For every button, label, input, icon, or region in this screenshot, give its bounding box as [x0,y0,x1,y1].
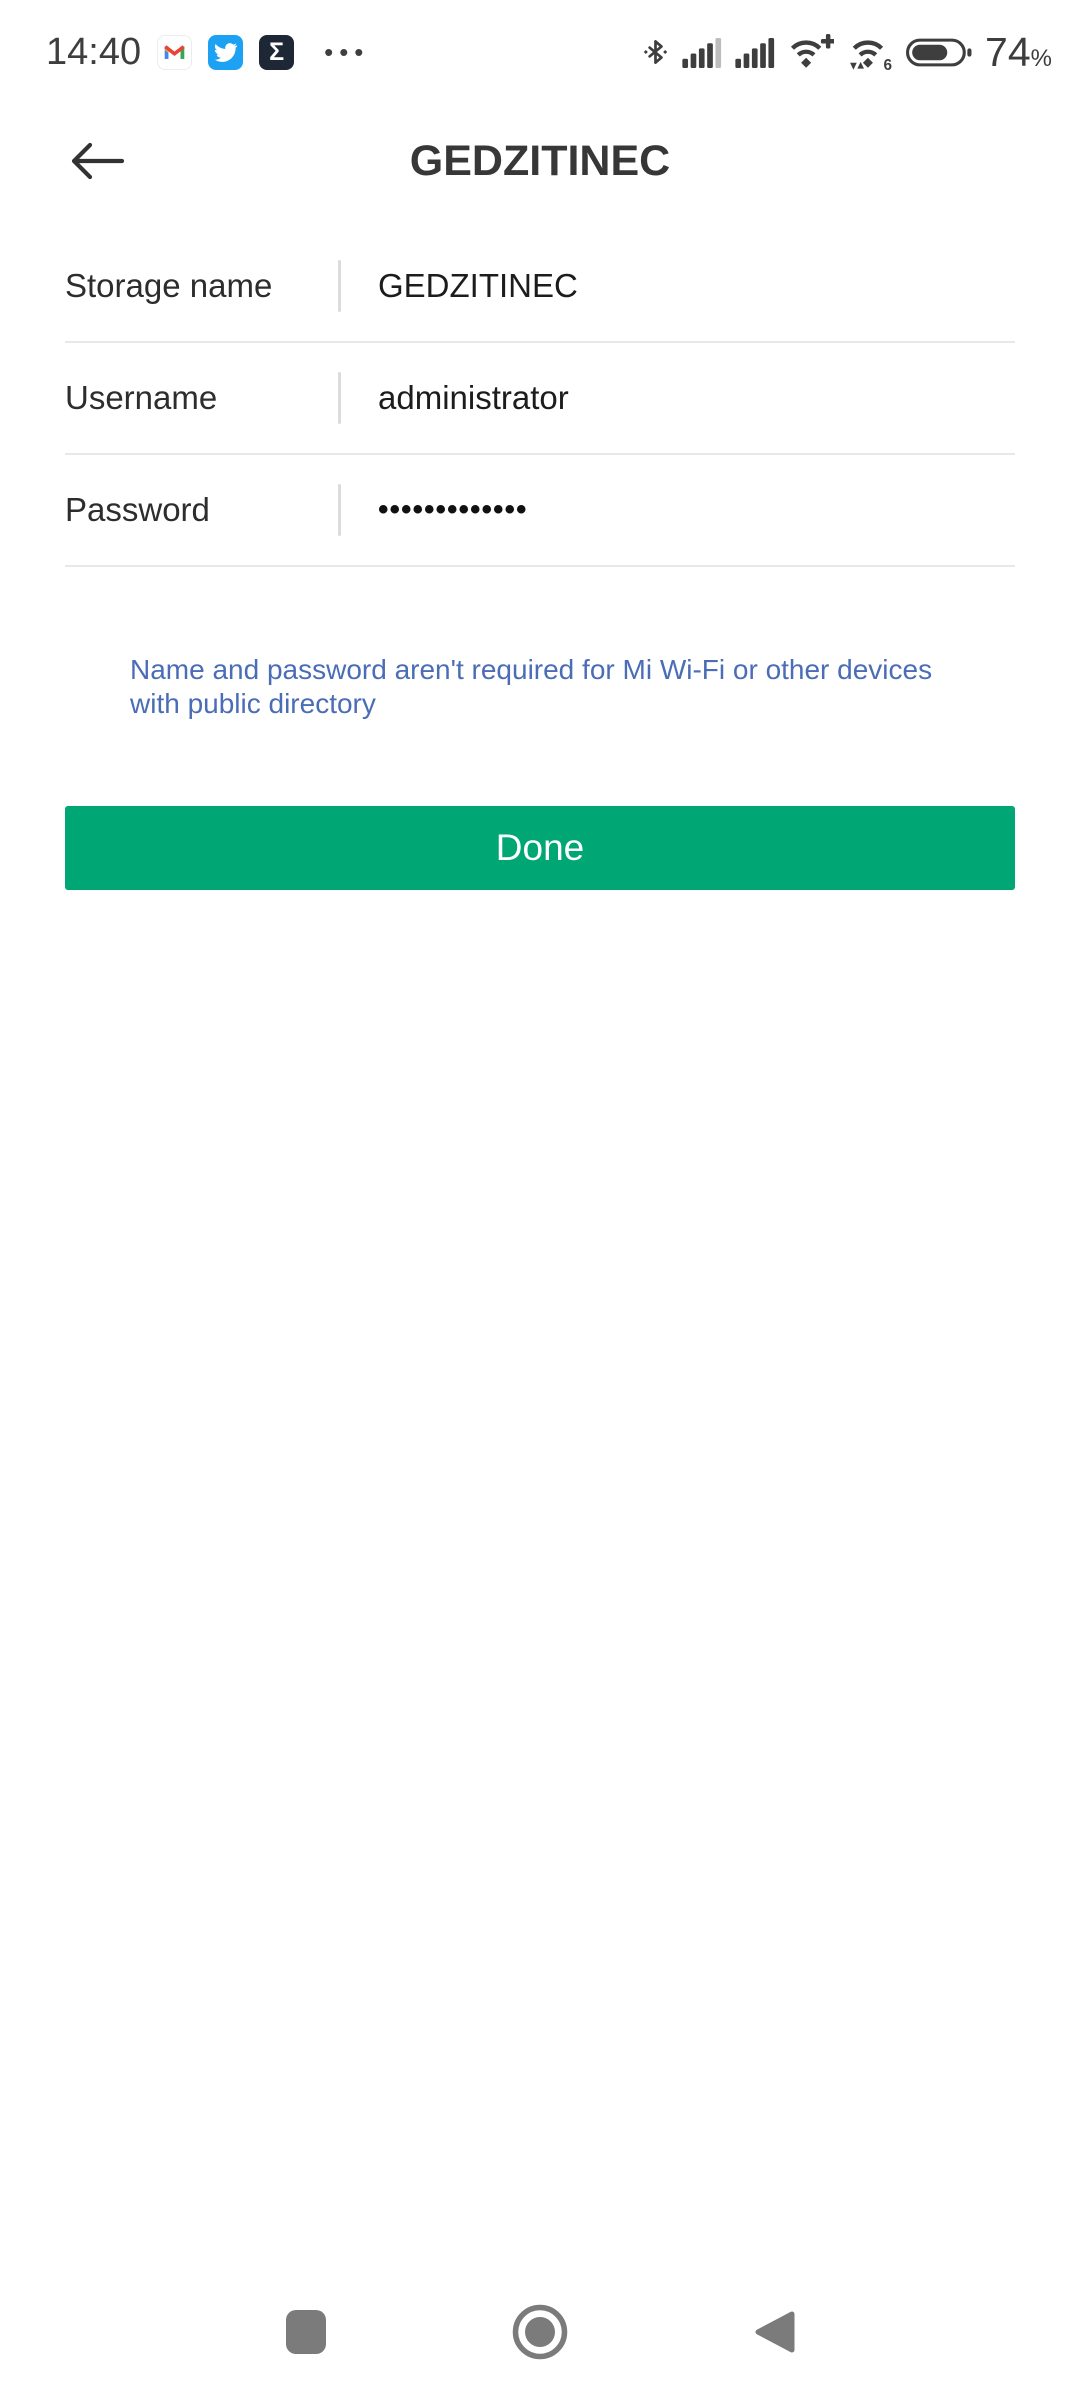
field-divider [338,260,341,312]
password-label: Password [65,491,210,528]
home-circle-icon [512,2304,568,2360]
twitter-icon [208,35,243,70]
status-bar [0,24,1080,80]
gmail-m-glyph [162,40,187,65]
clock: 14:40 [46,30,142,73]
more-notifications-icon: ••• [324,36,370,67]
wifi-plus-icon [788,33,834,71]
hint-line-1: Name and password aren't required for Mi Wi-Fi or other devices [130,654,933,685]
storage-name-field[interactable]: GEDZITINEC [378,267,578,304]
nav-back-button[interactable] [750,2308,798,2356]
done-button[interactable] [65,806,1015,890]
username-field[interactable]: administrator [378,379,569,416]
home-button[interactable] [512,2304,568,2360]
storage-name-row[interactable] [65,231,1015,343]
hint-text [130,653,960,721]
percent-sign: % [1030,44,1052,72]
password-field[interactable]: ••••••••••••• [378,493,528,526]
password-row[interactable] [65,455,1015,567]
twitter-bird-glyph [214,41,237,64]
battery-percent-number: 74 [985,28,1031,75]
sigma-glyph: Σ [269,37,285,66]
storage-form [65,231,1015,567]
done-button-label: Done [495,827,585,868]
battery-icon [906,37,972,68]
storage-name-label: Storage name [65,267,273,304]
field-divider [338,372,341,424]
field-divider [338,484,341,536]
bluetooth-icon [642,34,669,70]
header [0,128,1080,194]
back-triangle-icon [750,2308,798,2356]
username-row[interactable] [65,343,1015,455]
wifi6-badge: 6 [883,56,893,71]
page-title: GEDZITINEC [409,136,671,185]
recents-button[interactable] [286,2310,326,2354]
battery-percentage [985,28,1052,75]
gmail-icon [157,35,192,70]
username-label: Username [65,379,218,416]
wifi-6-icon [847,33,893,71]
signal-bars-sim2-icon [735,37,775,68]
status-bar-left [46,31,369,74]
status-bar-right [642,28,1052,75]
signal-bars-sim1-icon [682,37,722,68]
navigation-bar [0,2296,1080,2376]
battery-fill [912,44,947,59]
hint-line-2: with public directory [130,688,376,719]
sigma-app-icon [259,35,294,70]
